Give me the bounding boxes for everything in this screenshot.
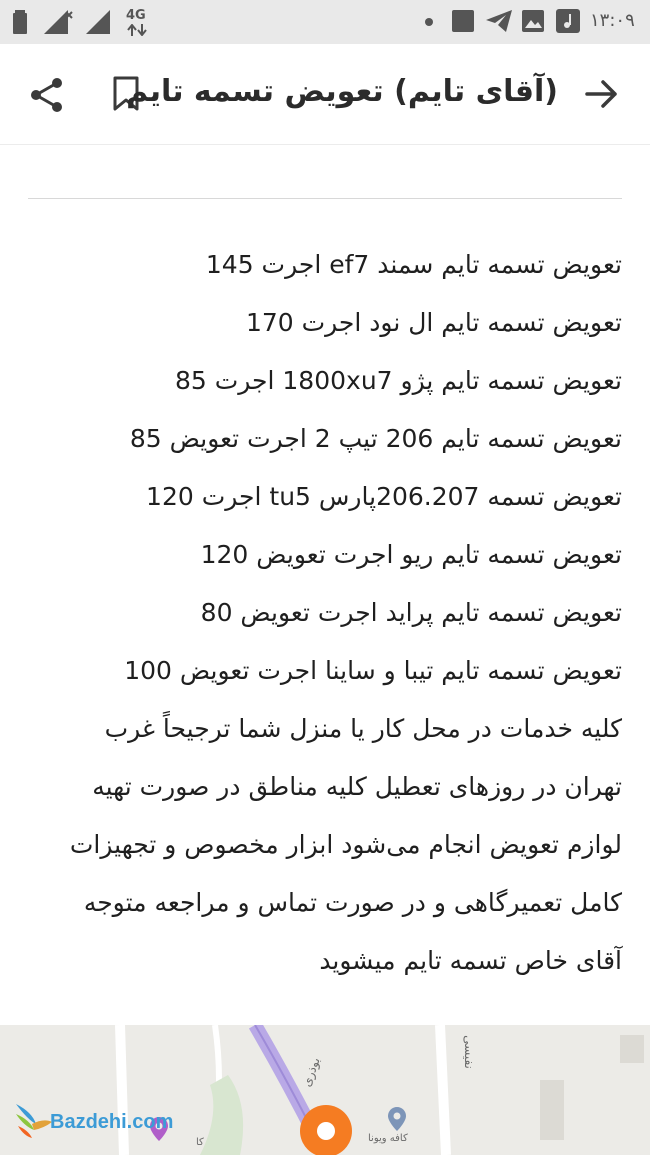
article-body xyxy=(28,236,622,990)
app-icon xyxy=(452,10,474,32)
battery-icon xyxy=(12,10,28,34)
description-line: کلیه خدمات در محل کار یا منزل شما ترجیحاً غرب xyxy=(104,714,622,743)
place-label: کافه ویونا xyxy=(368,1133,408,1144)
clock: ۱۳:۰۹ xyxy=(590,10,635,31)
arrow-right-icon[interactable] xyxy=(584,78,620,110)
price-line: تعویض تسمه تایم ال نود اجرت 170 xyxy=(245,308,622,337)
network-type: 4G xyxy=(126,8,146,23)
price-line: تعویض تسمه تایم ریو اجرت تعویض 120 xyxy=(200,540,622,569)
dot-icon xyxy=(424,17,434,27)
place-pin-icon[interactable] xyxy=(388,1107,406,1131)
signal-icon-2 xyxy=(86,10,112,34)
app-bar xyxy=(0,44,650,145)
watermark-text: Bazdehi.com xyxy=(50,1111,174,1133)
page-title: (آقای تایم) تعویض تسمه تایم xyxy=(126,74,558,109)
street-label: نفیسی xyxy=(461,1035,476,1069)
signal-icon xyxy=(44,10,74,34)
price-line: تعویض تسمه تایم پراید اجرت تعویض 80 xyxy=(200,598,622,627)
data-arrows-icon xyxy=(126,24,150,36)
watermark xyxy=(14,1100,204,1144)
description-line: تهران در روزهای تعطیل کلیه مناطق در صورت تهیه xyxy=(92,772,622,801)
price-line: تعویض تسمه تایم 206 تیپ 2 اجرت تعویض 85 xyxy=(129,424,622,453)
price-line: تعویض تسمه تایم پژو 1800xu7 اجرت 85 xyxy=(174,366,622,395)
price-line: تعویض تسمه 206.207پارس tu5 اجرت 120 xyxy=(146,482,622,511)
price-line: تعویض تسمه تایم سمند ef7 اجرت 145 xyxy=(205,250,622,279)
place-label: کا xyxy=(196,1137,204,1148)
description-line: لوازم تعویض انجام می‌شود ابزار مخصوص و تجهیزات xyxy=(69,830,622,859)
description-line: آقای خاص تسمه تایم میشوید xyxy=(319,946,622,975)
gallery-icon xyxy=(522,10,544,32)
bird-logo-icon xyxy=(14,1100,54,1144)
price-line: تعویض تسمه تایم تیبا و ساینا اجرت تعویض 100 xyxy=(124,656,622,685)
status-bar xyxy=(0,0,650,44)
telegram-icon xyxy=(486,10,512,32)
location-marker-icon[interactable] xyxy=(298,1103,354,1155)
share-icon[interactable] xyxy=(28,76,66,114)
music-icon xyxy=(556,9,580,33)
content-divider xyxy=(28,198,622,199)
description-line: کامل تعمیرگاهی و در صورت تماس و مراجعه متوجه xyxy=(83,888,622,917)
street-label: بوذری xyxy=(299,1055,323,1089)
